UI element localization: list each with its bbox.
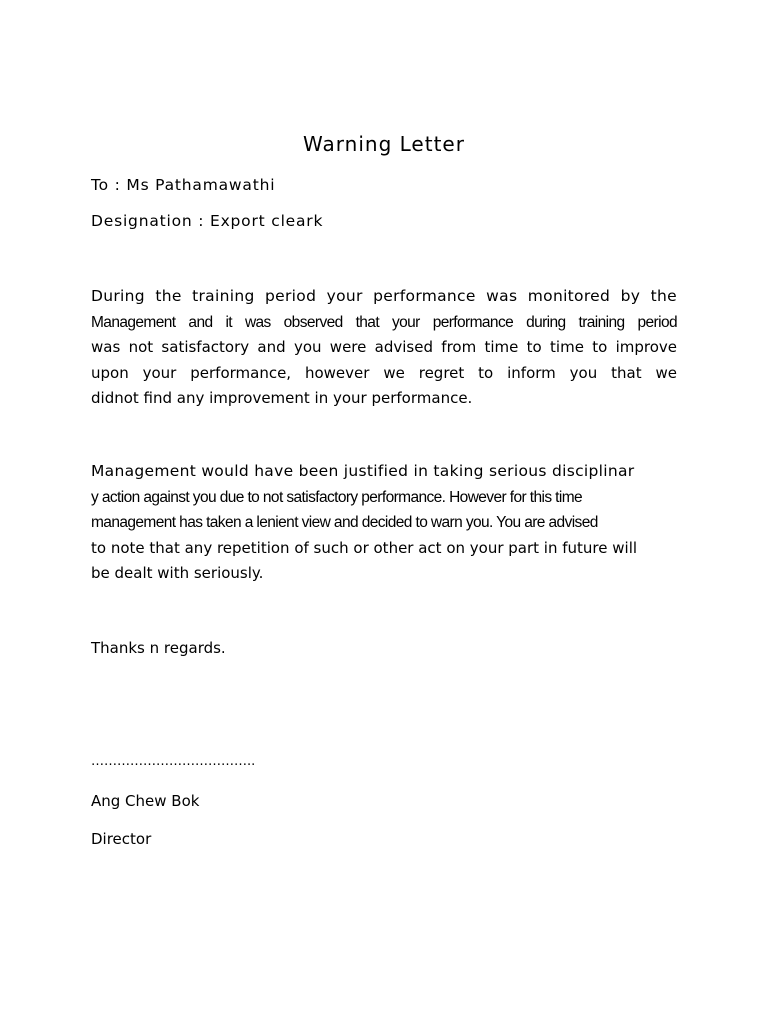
- paragraph-line: During the training period your performance was monitored by the: [91, 287, 677, 305]
- paragraph-line: upon your performance, however we regret to inform you that we: [91, 363, 677, 382]
- closing-line: Thanks n regards.: [91, 639, 226, 657]
- designation-line: Designation : Export cleark: [91, 212, 324, 230]
- recipient-line: To : Ms Pathamawathi: [91, 176, 276, 194]
- paragraph-line: didnot find any improvement in your performance.: [91, 389, 473, 407]
- paragraph-performance: [91, 284, 677, 412]
- paragraph-line: was not satisfactory and you were advised from time to time to improve: [91, 338, 677, 356]
- paragraph-line: be dealt with seriously.: [91, 564, 264, 582]
- paragraph-line: y action against you due to not satisfactory performance. However for this time: [91, 488, 583, 506]
- signature-line: ………………………………..: [91, 754, 256, 769]
- paragraph-line: to note that any repetition of such or other act on your part in future will: [91, 538, 638, 557]
- paragraph-line: management has taken a lenient view and decided to warn you. You are advised: [91, 514, 598, 531]
- paragraph-line: Management would have been justified in taking serious disciplinar: [91, 462, 635, 480]
- signer-name: Ang Chew Bok: [91, 792, 200, 810]
- paragraph-line: Management and it was observed that your performance during training period: [91, 313, 677, 331]
- signer-title: Director: [91, 830, 152, 848]
- paragraph-disciplinary: [91, 459, 677, 587]
- letter-title: Warning Letter: [303, 132, 465, 156]
